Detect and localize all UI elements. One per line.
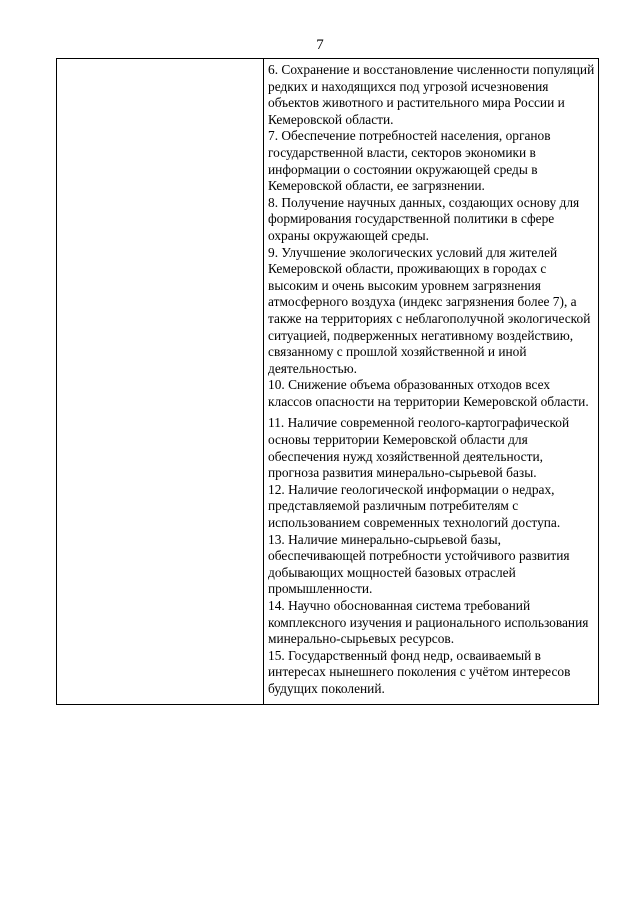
- right-cell: [264, 59, 599, 705]
- list-item-8: 8. Получение научных данных, создающих основу для формирования государственной политики в сфере охраны окружающей среды.: [268, 194, 580, 243]
- list-item-14: 14. Научно обоснованная система требований комплексного изучения и рационального использования минерально-сырьевых ресурсов.: [268, 598, 589, 647]
- list-item-15: 15. Государственный фонд недр, осваиваемый в интересах нынешнего поколения с учётом интересов будущих поколений.: [268, 647, 571, 696]
- table-row: [57, 59, 599, 705]
- page-number: 7: [316, 37, 324, 53]
- list-item-9: 9. Улучшение экологических условий для жителей Кемеровской области, проживающих в городах с высоким и очень высоким уровнем загрязнения атмосферного воздуха (индекс загрязнения более 7), а также на территориях с неблагополучной экологической ситуацией, подверженных негативному воздействию, связанному с прошлой хозяйственной и иной деятельностью.: [268, 244, 591, 376]
- list-item-7: 7. Обеспечение потребностей населения, органов государственной власти, секторов экономики в информации о состоянии окружающей среды в Кемеровской области, ее загрязнении.: [268, 128, 551, 194]
- list-item-10: 10. Снижение объема образованных отходов всех классов опасности на территории Кемеровской области.: [268, 377, 589, 409]
- results-list: [264, 59, 598, 704]
- left-cell: [57, 59, 264, 705]
- content-table: [56, 58, 599, 705]
- list-item-13: 13. Наличие минерально-сырьевой базы, обеспечивающей потребности устойчивого развития добывающих мощностей базовых отраслей промышленности.: [268, 531, 570, 597]
- list-item-11: 11. Наличие современной геолого-картографической основы территории Кемеровской области для обеспечения нужд хозяйственной деятельности, прогноза развития минерально-сырьевой базы.: [268, 415, 570, 481]
- list-item-12: 12. Наличие геологической информации о недрах, представляемой различным потребителям с использованием современных технологий доступа.: [268, 481, 561, 531]
- list-item-6: 6. Сохранение и восстановление численности популяций редких и находящихся под угрозой исчезновения объектов животного и растительного мира России и Кемеровской области.: [268, 62, 595, 127]
